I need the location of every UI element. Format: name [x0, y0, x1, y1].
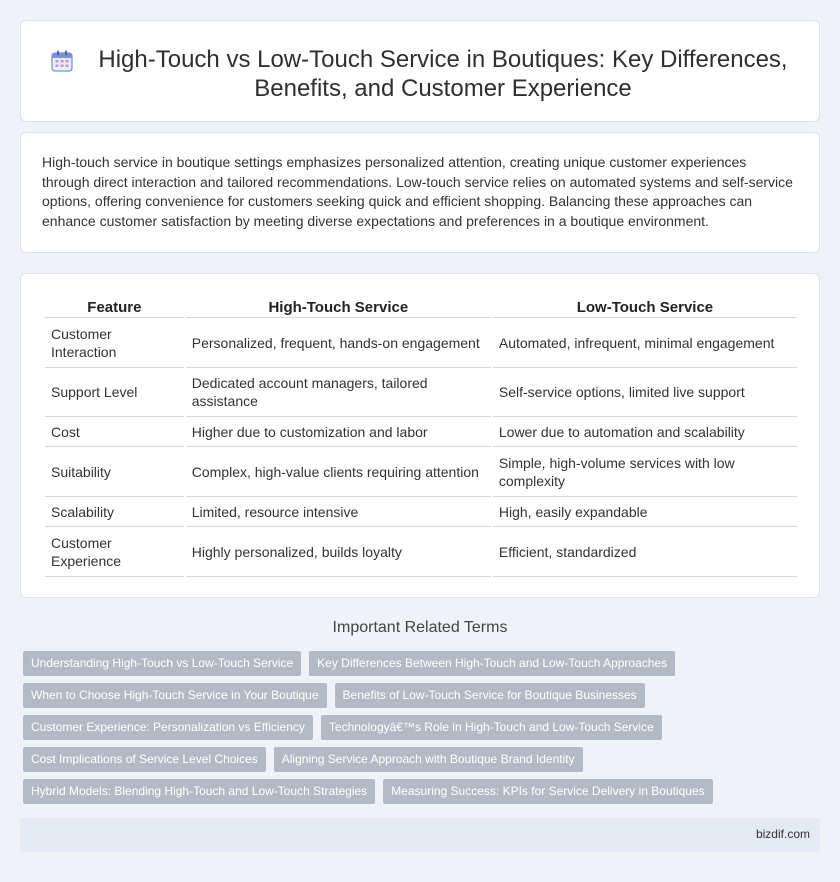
- footer: [20, 818, 820, 852]
- title-wrap: [21, 21, 819, 103]
- feature-cell: Customer Experience: [45, 527, 184, 577]
- tag-row: [23, 651, 723, 683]
- table-row: [45, 447, 797, 497]
- tag-row: [23, 747, 723, 779]
- related-term-link[interactable]: Understanding High-Touch vs Low-Touch Service: [23, 651, 301, 676]
- feature-cell: Suitability: [45, 447, 184, 497]
- comparison-table-card: [20, 273, 820, 598]
- feature-cell: Customer Interaction: [45, 318, 184, 368]
- high-touch-cell: Complex, high-value clients requiring attention: [186, 447, 491, 497]
- low-touch-cell: High, easily expandable: [493, 497, 797, 527]
- title-card: [20, 20, 820, 122]
- intro-card: [20, 132, 820, 253]
- table-row: [45, 318, 797, 368]
- tag-row: [23, 683, 723, 715]
- related-term-link[interactable]: Measuring Success: KPIs for Service Delivery in Boutiques: [383, 779, 712, 804]
- related-term-link[interactable]: Customer Experience: Personalization vs Efficiency: [23, 715, 313, 740]
- related-term-link[interactable]: Key Differences Between High-Touch and Low-Touch Approaches: [309, 651, 675, 676]
- tag-row: [23, 715, 723, 747]
- low-touch-cell: Automated, infrequent, minimal engagement: [493, 318, 797, 368]
- page-title: High-Touch vs Low-Touch Service in Boutiques: Key Differences, Benefits, and Customer Experience: [98, 46, 788, 102]
- related-term-link[interactable]: Hybrid Models: Blending High-Touch and Low-Touch Strategies: [23, 779, 375, 804]
- tag-row: [23, 779, 723, 811]
- low-touch-cell: Lower due to automation and scalability: [493, 417, 797, 447]
- table-header-row: [45, 296, 797, 318]
- high-touch-cell: Personalized, frequent, hands-on engagement: [186, 318, 491, 368]
- low-touch-cell: Self-service options, limited live support: [493, 368, 797, 417]
- high-touch-cell: Highly personalized, builds loyalty: [186, 527, 491, 577]
- table-row: [45, 417, 797, 447]
- feature-cell: Scalability: [45, 497, 184, 527]
- related-term-link[interactable]: Aligning Service Approach with Boutique Brand Identity: [274, 747, 583, 772]
- related-term-link[interactable]: When to Choose High-Touch Service in Your Boutique: [23, 683, 327, 708]
- intro-paragraph: High-touch service in boutique settings emphasizes personalized attention, creating unique customer experiences through direct interaction and tailored recommendations. Low-touch service relies on automated systems and self-service options, offering convenience for customers seeking quick and efficient shopping. Balancing these approaches can enhance customer satisfaction by meeting diverse expectations and preferences in a boutique environment.: [42, 154, 793, 229]
- related-term-link[interactable]: Technologyâ€™s Role in High-Touch and Low-Touch Service: [321, 715, 662, 740]
- header-feature: Feature: [45, 296, 184, 318]
- header-high-touch: High-Touch Service: [186, 296, 491, 318]
- calendar-icon: [51, 50, 73, 72]
- table-row: [45, 497, 797, 527]
- feature-cell: Support Level: [45, 368, 184, 417]
- high-touch-cell: Higher due to customization and labor: [186, 417, 491, 447]
- header-low-touch: Low-Touch Service: [493, 296, 797, 318]
- related-term-link[interactable]: Cost Implications of Service Level Choices: [23, 747, 266, 772]
- related-terms-heading: Important Related Terms: [332, 619, 508, 636]
- related-terms-list: [23, 651, 723, 811]
- footer-site-link[interactable]: bizdif.com: [755, 827, 810, 841]
- low-touch-cell: Efficient, standardized: [493, 527, 797, 577]
- comparison-table: [43, 296, 799, 577]
- related-term-link[interactable]: Benefits of Low-Touch Service for Boutique Businesses: [335, 683, 645, 708]
- high-touch-cell: Dedicated account managers, tailored assistance: [186, 368, 491, 417]
- low-touch-cell: Simple, high-volume services with low complexity: [493, 447, 797, 497]
- feature-cell: Cost: [45, 417, 184, 447]
- high-touch-cell: Limited, resource intensive: [186, 497, 491, 527]
- table-row: [45, 368, 797, 417]
- table-row: [45, 527, 797, 577]
